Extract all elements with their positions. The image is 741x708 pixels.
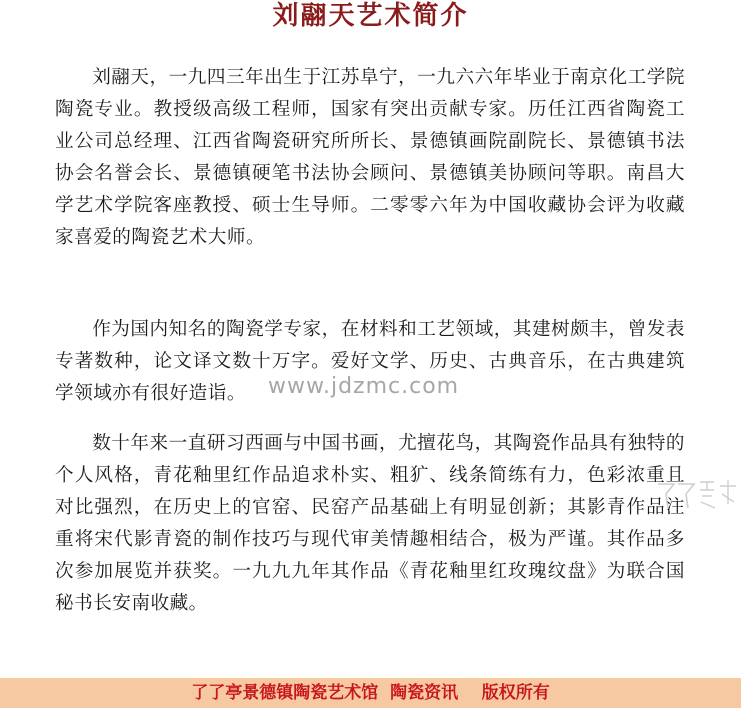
paragraph-biography: 刘翮天，一九四三年出生于江苏阜宁，一九六六年毕业于南京化工学院陶瓷专业。教授级高级工程师，国家有突出贡献专家。历任江西省陶瓷工业公司总经理、江西省陶瓷研究所所长、景德镇画院副院长、景德镇书法协会名誉会长、景德镇硬笔书法协会顾问、景德镇美协顾问等职。南昌大学艺术学院客座教授、硕士生导师。二零零六年为中国收藏协会评为收藏家喜爱的陶瓷艺术大师。 <box>55 67 685 248</box>
site-watermark: www.jdzmc.com <box>268 374 460 399</box>
footer-bar <box>0 678 741 708</box>
paragraph-artistic-style: 数十年来一直研习西画与中国书画，尤擅花鸟，其陶瓷作品具有独特的个人风格，青花釉里红作品追求朴实、粗犷、线条简练有力，色彩浓重且对比强烈，在历史上的官窑、民窑产品基础上有明显创新；其影青作品注重将宋代影青瓷的制作技巧与现代审美情趣相结合，极为严谨。其作品多次参加展览并获奖。一九九九年其作品《青花釉里红玫瑰纹盘》为联合国秘书长安南收藏。 <box>55 433 685 614</box>
footer-copyright: 了了亭景德镇陶瓷艺术馆 陶瓷资讯 版权所有 <box>191 683 550 703</box>
page-title: 刘翮天艺术简介 <box>272 1 469 31</box>
paragraph-expertise: 作为国内知名的陶瓷学专家，在材料和工艺领域，其建树颇丰，曾发表专著数种，论文译文数十万字。爱好文学、历史、古典音乐，在古典建筑学领域亦有很好造诣。 <box>55 319 685 404</box>
